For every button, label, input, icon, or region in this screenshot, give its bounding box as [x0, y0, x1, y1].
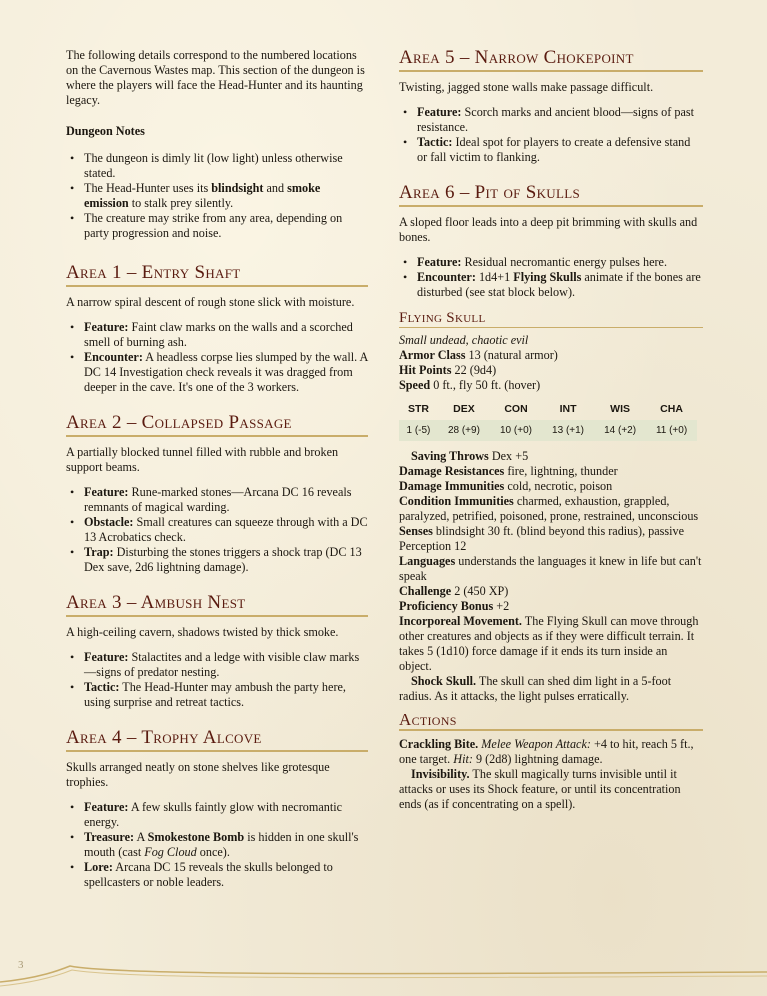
action-crackling-bite: Crackling Bite. Melee Weapon Attack: +4 to hit, reach 5 ft., one target. Hit: 9 (2d8) lightning damage. — [399, 737, 694, 766]
statblock-resistances: Damage Resistances fire, lightning, thunder — [399, 464, 618, 478]
actions-heading: Actions — [399, 710, 703, 731]
intro-paragraph: The following details correspond to the numbered locations on the Cavernous Wastes map. This section of the dungeon is where the players will face the Head-Hunter and its haunting legacy. — [66, 48, 365, 107]
statblock-hp: Hit Points 22 (9d4) — [399, 363, 497, 377]
statblock-senses: Senses blindsight 30 ft. (blind beyond this radius), passive Perception 12 — [399, 524, 685, 553]
ability-value: 14 (+2) — [594, 420, 646, 441]
area-1-description: A narrow spiral descent of rough stone slick with moisture. — [66, 295, 355, 309]
statblock-saves: Saving Throws Dex +5 — [411, 449, 529, 463]
list-item: • Obstacle: Small creatures can squeeze through with a DC 13 Acrobatics check. — [84, 515, 368, 545]
statblock-speed: Speed 0 ft., fly 50 ft. (hover) — [399, 378, 541, 392]
area-3-heading: Area 3 – Ambush Nest — [66, 593, 368, 617]
area-2-heading: Area 2 – Collapsed Passage — [66, 413, 368, 437]
list-item: • Feature: A few skulls faintly glow with necromantic energy. — [84, 800, 368, 830]
area-4-heading: Area 4 – Trophy Alcove — [66, 728, 368, 752]
ability-value: 11 (+0) — [646, 420, 697, 441]
list-item: • Tactic: Ideal spot for players to create a defensive stand or fall victim to flanking. — [417, 135, 703, 165]
ability-header: CON — [504, 403, 528, 415]
list-item: • Feature: Residual necromantic energy pulses here. — [417, 255, 703, 270]
area-5-list — [399, 105, 703, 165]
statblock-name: Flying Skull — [399, 310, 703, 328]
list-item: • Encounter: 1d4+1 Flying Skulls animate if the bones are disturbed (see stat block below). — [417, 270, 703, 300]
area-1-list — [66, 320, 368, 395]
ability-value: 10 (+0) — [490, 420, 542, 441]
list-item: • Lore: Arcana DC 15 reveals the skulls belonged to spellcasters or noble leaders. — [84, 860, 368, 890]
dungeon-notes-title: Dungeon Notes — [66, 124, 145, 138]
statblock-proficiency: Proficiency Bonus +2 — [399, 599, 510, 613]
ability-scores-table — [399, 401, 697, 441]
list-item: • Feature: Rune-marked stones—Arcana DC 16 reveals remnants of magical warding. — [84, 485, 368, 515]
ability-header: CHA — [660, 403, 683, 415]
list-item: • Feature: Scorch marks and ancient blood—signs of past resistance. — [417, 105, 703, 135]
area-3-list — [66, 650, 368, 710]
area-5-description: Twisting, jagged stone walls make passage difficult. — [399, 80, 654, 94]
left-column — [66, 48, 368, 890]
area-4-list — [66, 800, 368, 890]
stat-block — [399, 310, 703, 812]
ability-header: STR — [407, 403, 429, 415]
dungeon-notes-list — [66, 151, 368, 241]
area-6-list — [399, 255, 703, 300]
statblock-immunities: Damage Immunities cold, necrotic, poison — [399, 479, 613, 493]
list-item: • The Head-Hunter uses its blindsight and smoke emission to stalk prey silently. — [84, 181, 368, 211]
list-item: • The dungeon is dimly lit (low light) unless otherwise stated. — [84, 151, 368, 181]
area-4-description: Skulls arranged neatly on stone shelves like grotesque trophies. — [66, 760, 330, 789]
list-item: • Feature: Faint claw marks on the walls and a scorched smell of burning ash. — [84, 320, 368, 350]
list-item: • Trap: Disturbing the stones triggers a shock trap (DC 13 Dex save, 2d6 lightning damage). — [84, 545, 368, 575]
statblock-type: Small undead, chaotic evil — [399, 333, 529, 347]
statblock-languages: Languages understands the languages it knew in life but can't speak — [399, 554, 702, 583]
ability-header: WIS — [610, 403, 630, 415]
right-column — [399, 48, 703, 812]
statblock-ac: Armor Class 13 (natural armor) — [399, 348, 558, 362]
footer-ornament — [0, 960, 767, 996]
ability-value: 1 (-5) — [399, 420, 438, 441]
list-item: • The creature may strike from any area, depending on party progression and noise. — [84, 211, 368, 241]
list-item: • Encounter: A headless corpse lies slumped by the wall. A DC 14 Investigation check reveals it was dragged from deeper in the cave. It's one of the 3 workers. — [84, 350, 368, 395]
area-5-heading: Area 5 – Narrow Chokepoint — [399, 48, 703, 72]
list-item: • Treasure: A Smokestone Bomb is hidden in one skull's mouth (cast Fog Cloud once). — [84, 830, 368, 860]
area-1-heading: Area 1 – Entry Shaft — [66, 263, 368, 287]
statblock-trait-shock-skull: Shock Skull. The skull can shed dim light in a 5-foot radius. As it attacks, the light pulses erratically. — [399, 674, 672, 703]
area-6-heading: Area 6 – Pit of Skulls — [399, 183, 703, 207]
page-number: 3 — [18, 959, 24, 971]
action-invisibility: Invisibility. The skull magically turns invisible until it attacks or uses its Shock feature, or until its concentration ends (as if concentrating on a spell). — [399, 767, 681, 811]
area-2-list — [66, 485, 368, 575]
ability-header: INT — [559, 403, 577, 415]
ability-header: DEX — [453, 403, 475, 415]
list-item: • Tactic: The Head-Hunter may ambush the party here, using surprise and retreat tactics. — [84, 680, 368, 710]
ability-value: 13 (+1) — [542, 420, 594, 441]
statblock-challenge: Challenge 2 (450 XP) — [399, 584, 509, 598]
statblock-trait-incorporeal: Incorporeal Movement. The Flying Skull can move through other creatures and objects as if they were difficult terrain. It takes 5 (1d10) force damage if it ends its turn inside an object. — [399, 614, 699, 673]
area-3-description: A high-ceiling cavern, shadows twisted by thick smoke. — [66, 625, 339, 639]
area-2-description: A partially blocked tunnel filled with rubble and broken support beams. — [66, 445, 339, 474]
area-6-description: A sloped floor leads into a deep pit brimming with skulls and bones. — [399, 215, 698, 244]
statblock-condition-immunities: Condition Immunities charmed, exhaustion, grappled, paralyzed, petrified, poisoned, prone, restrained, unconscious — [399, 494, 699, 523]
list-item: • Feature: Stalactites and a ledge with visible claw marks—signs of predator nesting. — [84, 650, 368, 680]
ability-value: 28 (+9) — [438, 420, 490, 441]
